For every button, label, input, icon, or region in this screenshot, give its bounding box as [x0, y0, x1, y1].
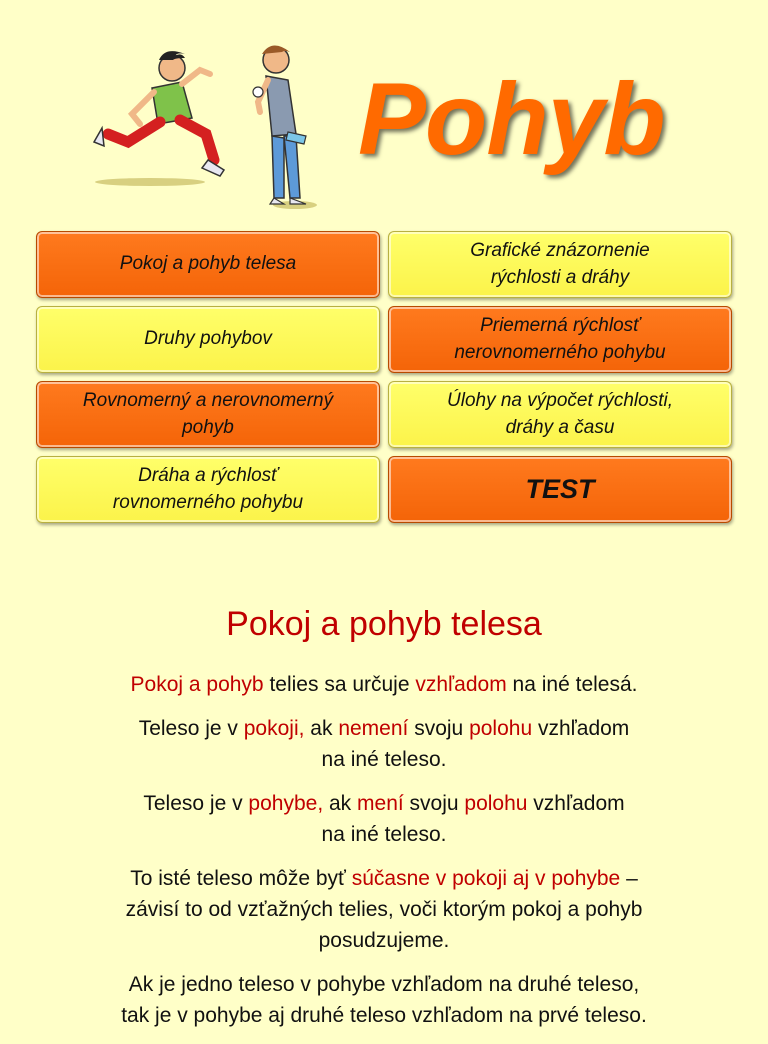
paragraph-1: [30, 669, 738, 700]
menu-button-rovnomerny-a-nerovnomerny[interactable]: Rovnomerný a nerovnomerný pohyb: [36, 381, 380, 448]
highlight: pokoji,: [243, 716, 305, 740]
page-title: Pohyb: [358, 62, 665, 176]
text: Teleso je v: [143, 791, 249, 815]
paragraph-3: [30, 788, 738, 850]
section-content: [30, 604, 738, 1044]
menu-button-test[interactable]: TEST: [388, 456, 732, 523]
highlight: mení: [357, 791, 404, 815]
text: Teleso je v: [138, 716, 244, 740]
text: vzhľadom: [527, 791, 625, 815]
text: tak je v pohybe aj druhé teleso vzhľadom na prvé teleso.: [121, 1003, 647, 1027]
menu-button-ulohy-na-vypocet[interactable]: Úlohy na výpočet rýchlosti, dráhy a času: [388, 381, 732, 448]
running-and-standing-boys-illustration: [80, 40, 340, 215]
text: Ak je jedno teleso v pohybe vzhľadom na druhé teleso,: [128, 972, 640, 996]
text: svoju: [403, 791, 465, 815]
topic-menu: [36, 231, 732, 523]
text: na iné telesá.: [506, 672, 638, 696]
menu-button-graficke-znazornenie[interactable]: Grafické znázornenie rýchlosti a dráhy: [388, 231, 732, 298]
text: svoju: [408, 716, 470, 740]
text: ak: [304, 716, 339, 740]
text: závisí to od vzťažných telies, voči ktorým pokoj a pohyb: [125, 897, 643, 921]
paragraph-2: [30, 713, 738, 775]
menu-button-draha-a-rychlost[interactable]: Dráha a rýchlosť rovnomerného pohybu: [36, 456, 380, 523]
running-boy-icon: [94, 51, 224, 186]
menu-button-pokoj-a-pohyb-telesa[interactable]: Pokoj a pohyb telesa: [36, 231, 380, 298]
highlight: súčasne v pokoji aj v pohybe: [351, 866, 621, 890]
text: na iné teleso.: [321, 822, 447, 846]
text: –: [620, 866, 638, 890]
highlight: Pokoj a pohyb: [130, 672, 264, 696]
highlight: nemení: [338, 716, 409, 740]
text: telies sa určuje: [263, 672, 416, 696]
standing-boy-icon: [253, 45, 317, 209]
paragraph-5: [30, 969, 738, 1031]
header: [0, 0, 768, 225]
menu-button-priemerna-rychlost[interactable]: Priemerná rýchlosť nerovnomerného pohybu: [388, 306, 732, 373]
menu-button-druhy-pohybov[interactable]: Druhy pohybov: [36, 306, 380, 373]
highlight: polohu: [464, 791, 528, 815]
text: na iné teleso.: [321, 747, 447, 771]
highlight: pohybe,: [248, 791, 324, 815]
section-heading: Pokoj a pohyb telesa: [226, 605, 542, 643]
highlight: polohu: [469, 716, 533, 740]
paragraph-4: [30, 863, 738, 956]
text: ak: [323, 791, 358, 815]
text: vzhľadom: [532, 716, 630, 740]
text: To isté teleso môže byť: [130, 866, 352, 890]
text: posudzujeme.: [318, 928, 450, 952]
highlight: vzhľadom: [415, 672, 507, 696]
